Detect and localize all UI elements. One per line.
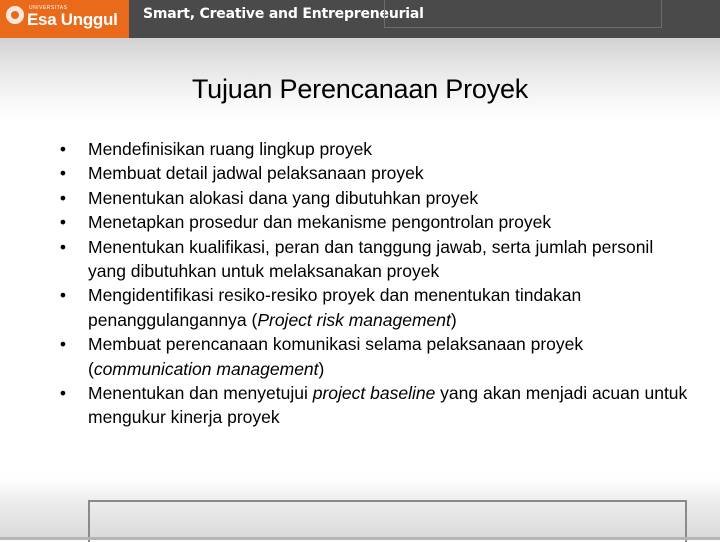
bullet-item [56,137,696,161]
bullet-text: yang akan menjadi acuan untuk mengukur kinerja proyek [88,383,688,428]
bullet-dot-icon: • [59,383,67,404]
bullet-italic-text: Project risk management [257,309,451,330]
bullet-dot-icon: • [59,236,67,257]
bullet-dot-icon: • [59,285,67,306]
bullet-dot-icon: • [59,163,67,184]
bullet-item [56,210,696,234]
bullet-text: Membuat perencanaan komunikasi selama pelaksanaan proyek ( [88,334,584,379]
logo-text: Esa Unggul [27,10,118,29]
bullet-text: ) [450,309,457,330]
bullet-italic-text: project baseline [312,383,436,404]
university-logo [0,0,129,38]
footer-frame [88,500,687,542]
slide-title: Tujuan Perencanaan Proyek [191,74,529,104]
header-bar [0,0,720,38]
bullet-item [56,161,696,185]
bullet-italic-text: communication management [93,358,319,379]
bullet-dot-icon: • [59,212,67,233]
logo-emblem-icon [6,6,24,24]
bullet-list [56,137,696,430]
bullet-item [56,283,696,332]
bullet-text: Menentukan dan menyetujui [88,383,313,404]
bullet-text: Mengidentifikasi resiko-resiko proyek dan menentukan tindakan penanggulangannya ( [88,285,582,330]
bullet-dot-icon: • [59,334,67,355]
bullet-item [56,235,696,284]
bullet-text: Menetapkan prosedur dan mekanisme pengontrolan proyek [88,212,552,233]
slide-content [56,137,696,430]
header-decoration [384,0,662,28]
bullet-dot-icon: • [59,187,67,208]
bullet-text: Menentukan kualifikasi, peran dan tanggung jawab, serta jumlah personil yang dibutuhkan untuk melaksanakan proyek [88,236,654,282]
logo-small-text: UNIVERSITAS [29,5,68,11]
bullet-text: Membuat detail jadwal pelaksanaan proyek [88,163,424,184]
bullet-item [56,186,696,210]
bullet-text: Mendefinisikan ruang lingkup proyek [88,139,373,159]
bullet-text: ) [318,358,325,379]
bullet-item [56,381,696,430]
bullet-text: Menentukan alokasi dana yang dibutuhkan proyek [88,187,479,208]
bullet-item [56,332,696,381]
bullet-dot-icon: • [59,139,67,159]
tagline: Smart, Creative and Entrepreneurial [143,6,424,22]
